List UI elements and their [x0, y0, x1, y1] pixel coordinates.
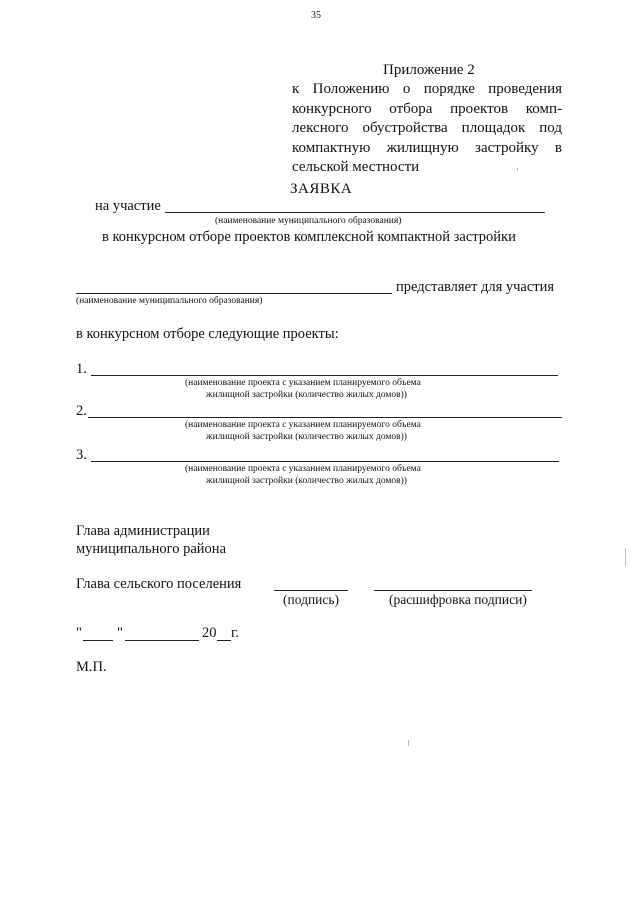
project-hint-2a: (наименование проекта с указанием планируемого объема: [185, 420, 421, 430]
project-field-2[interactable]: [88, 417, 562, 418]
date-day-field[interactable]: [83, 640, 113, 641]
represents-label: представляет для участия: [396, 279, 555, 295]
annex-text: [292, 80, 562, 178]
scan-speck: [517, 168, 518, 171]
project-number-1: 1.: [76, 361, 87, 377]
municipality-name-field[interactable]: [165, 212, 545, 213]
project-hint-1b: жилищной застройки (количество жилых домов)): [206, 390, 407, 400]
annex-line-3: лексного обустройства площадок под: [292, 120, 562, 136]
municipality-hint-2: (наименование муниципального образования): [76, 296, 263, 306]
signature-hint: (подпись): [283, 592, 340, 607]
project-hint-1a: (наименование проекта с указанием планируемого объема: [185, 378, 421, 388]
project-hint-2b: жилищной застройки (количество жилых домов)): [206, 432, 407, 442]
scan-speck: [408, 740, 409, 746]
date-year-field[interactable]: [217, 640, 231, 641]
date-year-suffix: г.: [231, 625, 239, 641]
head-admin-line-1: Глава администрации: [76, 523, 210, 539]
decoding-hint: (расшифровка подписи): [389, 592, 527, 607]
seal-place: М.П.: [76, 659, 107, 675]
date-quote-close: ": [117, 625, 123, 641]
project-number-2: 2.: [76, 403, 87, 419]
signature-decoding-field[interactable]: [374, 590, 532, 591]
annex-line-5: сельской местности: [292, 159, 420, 175]
project-field-3[interactable]: [91, 461, 559, 462]
head-settlement-label: Глава сельского поселения: [76, 576, 242, 592]
project-hint-3b: жилищной застройки (количество жилых домов)): [206, 476, 407, 486]
head-admin-line-2: муниципального района: [76, 541, 226, 557]
date-quote-open: ": [76, 625, 82, 641]
annex-line-1: к Положению о порядке проведения: [292, 81, 562, 97]
contest-line: в конкурсном отборе проектов комплексной компактной застройки: [102, 229, 516, 245]
project-number-3: 3.: [76, 447, 87, 463]
document-heading: ЗАЯВКА: [290, 181, 353, 197]
signature-field[interactable]: [274, 590, 348, 591]
page-number: 35: [311, 10, 321, 21]
participation-label: на участие: [95, 198, 161, 214]
date-month-field[interactable]: [125, 640, 199, 641]
municipality-hint: (наименование муниципального образования): [215, 216, 402, 226]
project-field-1[interactable]: [91, 375, 558, 376]
municipality-name-field-2[interactable]: [76, 293, 392, 294]
projects-intro: в конкурсном отборе следующие проекты:: [76, 326, 339, 342]
scan-speck: [625, 548, 626, 566]
project-hint-3a: (наименование проекта с указанием планируемого объема: [185, 464, 421, 474]
date-year-prefix: 20: [202, 625, 217, 641]
annex-title: Приложение 2: [383, 62, 475, 78]
annex-line-2: конкурсного отбора проектов комп-: [292, 100, 562, 117]
annex-line-4: компактную жилищную застройку в: [292, 139, 562, 156]
